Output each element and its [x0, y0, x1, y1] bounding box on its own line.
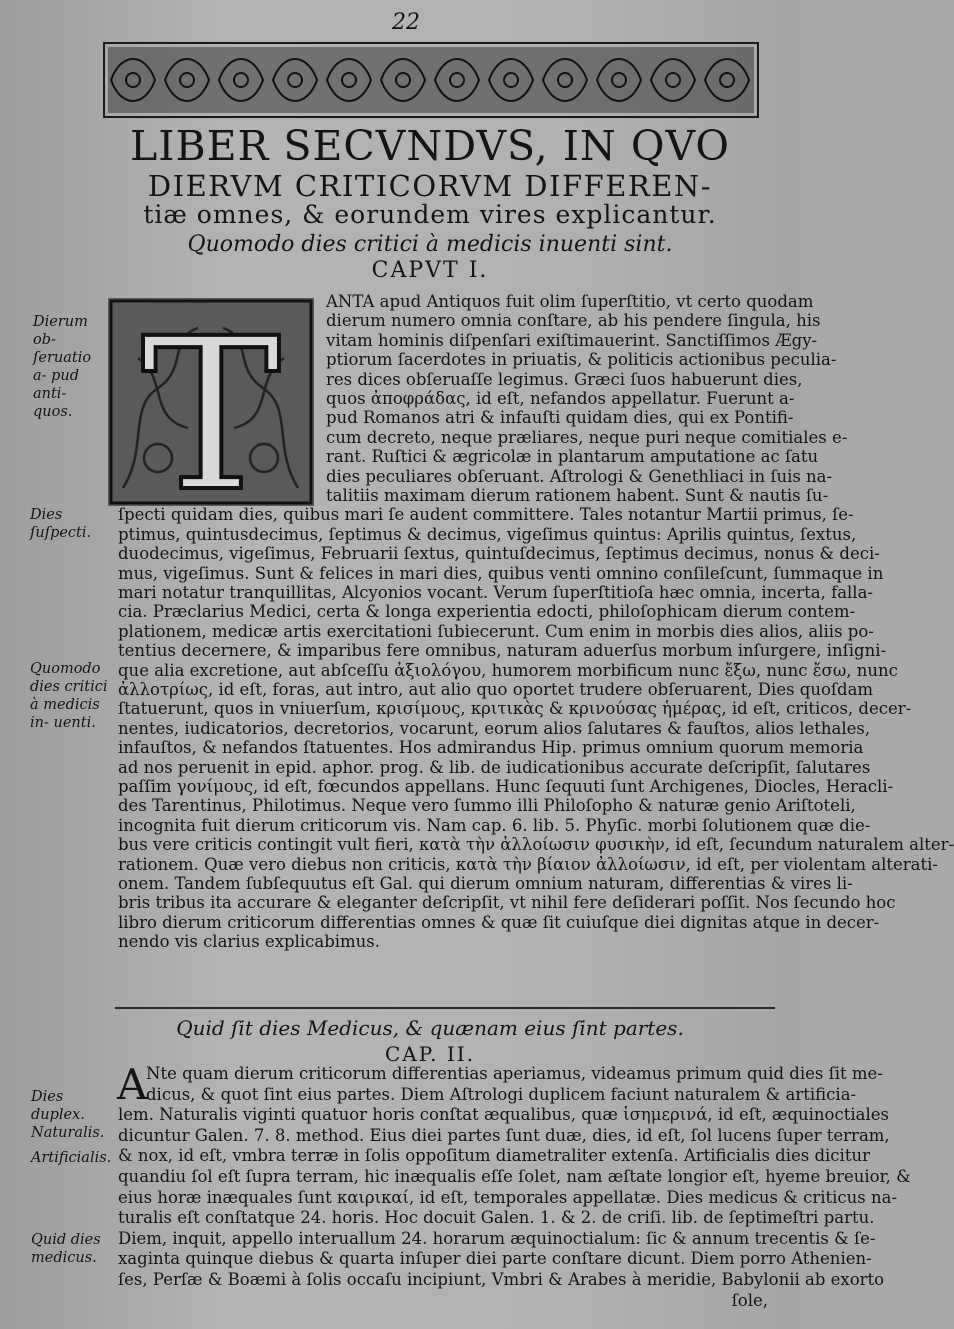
text-line: ſole,	[731, 1290, 768, 1310]
text-line: mus, vigeſimus. Sunt & felices in mari dies, quibus venti omnino conſileſcunt, ſummaque in	[118, 563, 884, 583]
margin-note: Dies ſuſpecti.	[30, 507, 92, 541]
text-line: dierum numero omnia conſtare, ab his pendere ſingula, his	[326, 311, 821, 331]
text-line: & nox, id eſt, vmbra terræ in ſolis oppoſitum diametraliter extenſa. Artificialis dies dicitur	[118, 1146, 870, 1166]
margin-note: Dies duplex. Naturalis.	[31, 1089, 105, 1141]
text-line: vitam hominis diſpenſari exiſtimauerint. Sanctiſſimos Ægy-	[326, 330, 818, 350]
text-line: ſpecti quidam dies, quibus mari ſe audent committere. Tales notantur Martii primus, ſe-	[118, 505, 854, 525]
book-title-line3: tiæ omnes, & eorundem vires explicantur.	[143, 200, 717, 229]
text-line: plationem, medicæ artis exercitationi ſubiecerunt. Cum enim in morbis dies alios, aliis po-	[118, 621, 874, 641]
text-line: eius horæ inæquales ſunt καιρικαί, id eſt, temporales appellatæ. Dies medicus & criticus na-	[118, 1187, 898, 1207]
book-title-line2: DIERVM CRITICORVM DIFFEREN-	[147, 169, 713, 203]
text-line: ſtatuerunt, quos in vniuerſum, κρισίμους, κριτικὰς & κρινούσας ἡμέρας, id eſt, criticos, decer-	[118, 699, 912, 719]
ornamental-headpiece	[103, 42, 759, 118]
text-line: pud Romanos atri & infauſti quidam dies, qui ex Pontifi-	[326, 408, 794, 428]
text-line: paſſim γονίμους, id eſt, fœcundos appellans. Hunc ſequuti ſunt Archigenes, Diocles, Heracli-	[118, 777, 894, 796]
margin-note: Quid dies medicus.	[31, 1232, 101, 1266]
text-line: lem. Naturalis viginti quatuor horis conſtat æqualibus, quæ ἰσημερινά, id eſt, æquinoctiales	[118, 1105, 889, 1125]
text-line: ad nos peruenit in epid. aphor. prog. & lib. de iudicationibus accurate deſcripſit, ſalutares	[118, 757, 871, 777]
page-number: 22	[392, 10, 420, 35]
text-line: Diem, inquit, appello interuallum 24. horarum æquinoctialum: ſic & annum trecentis & ſe-	[118, 1228, 876, 1248]
text-line: rant. Ruſtici & ægricolæ in plantarum amputatione ac ſatu	[326, 447, 819, 467]
text-line: dicus, & quot ſint eius partes. Diem Aſtrologi duplicem faciunt naturalem & artificia-	[146, 1084, 857, 1104]
text-line: onem. Tandem ſubſequutus eſt Gal. qui dierum omnium naturam, differentias & vires li-	[118, 874, 853, 893]
text-line: rationem. Quæ vero diebus non criticis, κατὰ τὴν βίαιον ἀλλοίωσιν, id eſt, per violentam alterati-	[118, 854, 938, 874]
text-line: duodecimus, vigeſimus, Februarii ſextus, quintuſdecimus, ſeptimus decimus, nonus & deci-	[118, 544, 880, 564]
text-line: quos ἀποφράδας, id eſt, nefandos appellatur. Fuerunt a-	[326, 389, 795, 408]
margin-note: Artificialis.	[31, 1150, 112, 1166]
text-line: turalis eſt conſtatque 24. horis. Hoc docuit Galen. 1. & 2. de criſi. lib. de ſeptimeſtri partu.	[118, 1208, 875, 1228]
text-line: ANTA apud Antiquos fuit olim ſuperſtitio, vt certo quodam	[326, 292, 814, 311]
text-line: xaginta quinque diebus & quarta inſuper diei parte conſtare dicunt. Diem porro Athenien-	[118, 1249, 872, 1269]
text-line: des Tarentinus, Philotimus. Neque vero ſummo illi Philoſopho & naturæ genio Ariſtoteli,	[118, 796, 856, 816]
chapter2-label: CAP. II.	[384, 1042, 476, 1066]
text-line: dies peculiares obſeruant. Aſtrologi & Genethliaci in ſuis na-	[326, 466, 833, 486]
text-line: que alia excretione, aut abſceſſu ἀξιολόγου, humorem morbificum nunc ἔξω, nunc ἔσω, nunc	[118, 660, 898, 680]
text-line: nendo vis clarius explicabimus.	[118, 932, 381, 952]
margin-note: Dierum ob- ſeruatio a- pud anti- quos.	[33, 314, 92, 420]
text-line: nentes, iudicatorios, decretorios, vocarunt, eorum alios ſalutares & fauſtos, alios lethales,	[118, 718, 871, 738]
text-line: infauſtos, & nefandos ſtatuentes. Hos admirandus Hip. primus omnium quorum memoria	[118, 738, 864, 758]
text-line: tentius decernere, & imparibus fere omnibus, naturam aduerſus morbum inſurgere, inſigni-	[118, 641, 887, 661]
svg-text:T: T	[140, 293, 282, 538]
text-line: cum decreto, neque præliares, neque puri neque comitiales e-	[326, 427, 848, 447]
text-line: ptimus, quintusdecimus, ſeptimus & decimus, vigeſimus quintus: Aprilis quintus, ſextus,	[118, 524, 857, 544]
text-line: dicuntur Galen. 7. 8. method. Eius diei partes ſunt duæ, dies, id eſt, ſol lucens ſuper terram,	[118, 1125, 890, 1145]
text-line: res dices obſeruaſſe legimus. Græci ſuos habuerunt dies,	[326, 369, 803, 389]
text-line: talitiis maximam dierum rationem habent. Sunt & nautis ſu-	[326, 486, 829, 505]
text-line: cia. Præclarius Medici, certa & longa experientia edocti, philoſophicam dierum contem-	[118, 602, 856, 622]
section-rule	[115, 1007, 775, 1009]
text-line: bris tribus ita accurare & eleganter deſcripſit, vt nihil fere deſiderari poſſit. Nos ſecundo hoc	[118, 893, 896, 913]
text-line: ſes, Perſæ & Boæmi à ſolis occaſu incipiunt, Vmbri & Arabes à meridie, Babylonii ab exorto	[118, 1270, 885, 1289]
text-line: mari notatur tranquillitas, Alcyonios vocant. Verum ſuperſtitioſa hæc omnia, incerta, falla-	[118, 583, 873, 602]
decorated-initial-T	[108, 293, 314, 538]
book-title-line1: LIBER SECVNDVS, IN QVO	[130, 122, 730, 170]
text-line: incognita fuit dierum criticorum vis. Nam cap. 6. lib. 5. Phyſic. morbi ſolutionem quæ die-	[118, 815, 871, 835]
text-line: ἀλλοτρίως, id eſt, foras, aut intro, aut alio quo oportet trudere obſeruarent, Dies quoſdam	[118, 680, 874, 699]
text-line: ptiorum ſacerdotes in priuatis, & politicis actionibus peculia-	[326, 350, 837, 370]
text-line: libro dierum criticorum differentias omnes & quæ ſit cuiuſque diei dignitas atque in decer-	[118, 912, 880, 932]
chapter2-heading: Quid ſit dies Medicus, & quænam eius ſint partes.	[176, 1016, 684, 1040]
chapter1-label: CAPVT I.	[371, 258, 489, 283]
margin-note: Quomodo dies critici à medicis in- uenti.	[30, 661, 108, 731]
text-line: quandiu ſol eſt ſupra terram, hic inæqualis eſſe ſolet, nam æſtate longior eſt, hyeme breuior, &	[118, 1167, 911, 1186]
chapter1-heading: Quomodo dies critici à medicis inuenti sint.	[187, 232, 673, 257]
text-line: bus vere criticis contingit vult fieri, κατὰ τὴν ἀλλοίωσιν φυσικὴν, id eſt, ſecundum naturalem alter-	[118, 835, 954, 855]
initial-letter-A: A	[117, 1060, 148, 1109]
text-line: Nte quam dierum criticorum differentias aperiamus, videamus primum quid dies ſit me-	[146, 1064, 883, 1083]
